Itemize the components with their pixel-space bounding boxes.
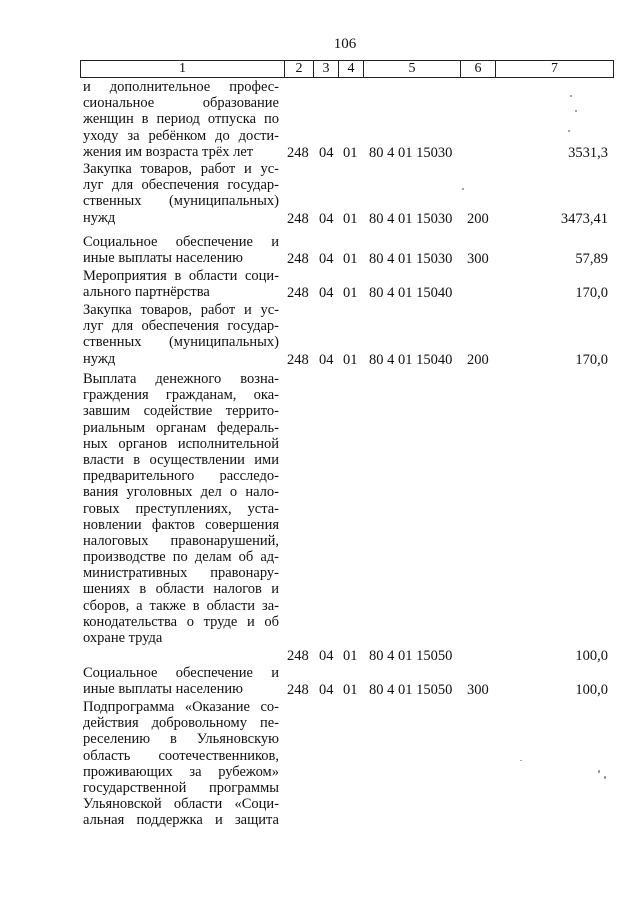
- description-line: иные выплаты населению: [83, 250, 243, 267]
- admin-code: 248: [287, 682, 309, 698]
- row-description: [83, 665, 279, 697]
- header-col-7: 7: [551, 61, 558, 76]
- subsection-code: 01: [343, 251, 358, 267]
- description-line: конодательства о труде и об: [83, 613, 279, 630]
- admin-code: 248: [287, 285, 309, 301]
- admin-code: 248: [287, 352, 309, 368]
- description-line: говых преступлениях, уста-: [83, 500, 279, 517]
- description-line: иные выплаты населению: [83, 681, 243, 698]
- admin-code: 248: [287, 211, 309, 227]
- target-article-code: 80 4 01 15030: [369, 211, 453, 227]
- row-description: [83, 371, 279, 646]
- row-description: [83, 79, 279, 160]
- amount: 3531,3: [568, 145, 608, 161]
- description-line: Закупка товаров, работ и ус-: [83, 161, 279, 177]
- description-line: предварительного расследо-: [83, 468, 279, 485]
- expense-type-code: 200: [467, 352, 489, 368]
- description-line: ственных (муниципальных): [83, 193, 279, 210]
- scan-speck: [598, 770, 600, 773]
- description-line: Социальное обеспечение и: [83, 665, 279, 681]
- amount: 170,0: [575, 352, 608, 368]
- amount: 57,89: [575, 251, 608, 267]
- description-line: область соотечественников,: [83, 747, 279, 764]
- description-line: луг для обеспечения государ-: [83, 318, 279, 335]
- description-line: жения им возраста трёх лет: [83, 143, 254, 160]
- expense-type-code: 300: [467, 251, 489, 267]
- expense-type-code: 200: [467, 211, 489, 227]
- row-description: [83, 302, 279, 367]
- target-article-code: 80 4 01 15040: [369, 285, 453, 301]
- description-line: Закупка товаров, работ и ус-: [83, 302, 279, 318]
- section-code: 04: [319, 145, 334, 161]
- header-col-3: 3: [322, 61, 330, 76]
- description-line: завшим содействие террито-: [83, 403, 279, 420]
- description-line: вания уголовных дел о нало-: [83, 484, 279, 501]
- scan-speck: [604, 776, 606, 779]
- description-line: луг для обеспечения государ-: [83, 177, 279, 194]
- header-col-1: 1: [179, 61, 186, 76]
- admin-code: 248: [287, 648, 309, 664]
- description-line: Социальное обеспечение и: [83, 234, 279, 250]
- scan-speck: [568, 130, 570, 132]
- row-description: [83, 268, 279, 300]
- section-code: 04: [319, 352, 334, 368]
- target-article-code: 80 4 01 15050: [369, 648, 453, 664]
- description-line: ального партнёрства: [83, 284, 210, 301]
- amount: 100,0: [575, 682, 608, 698]
- scan-speck: [575, 110, 577, 112]
- description-line: власти в осуществлении ими: [83, 451, 279, 468]
- description-line: нужд: [83, 350, 116, 367]
- subsection-code: 01: [343, 682, 358, 698]
- page-number: 106: [333, 36, 357, 52]
- description-line: проживающих за рубежом»: [83, 763, 279, 780]
- description-line: ственных (муниципальных): [83, 334, 279, 351]
- header-col-2: 2: [295, 61, 303, 76]
- header-col-5: 5: [408, 61, 416, 76]
- target-article-code: 80 4 01 15050: [369, 682, 453, 698]
- description-line: Ульяновской области «Соци-: [83, 796, 279, 813]
- description-line: сиональное образование: [83, 95, 279, 112]
- scan-speck: [520, 760, 522, 761]
- amount: 170,0: [575, 285, 608, 301]
- section-code: 04: [319, 682, 334, 698]
- header-col-6: 6: [474, 61, 482, 76]
- section-code: 04: [319, 251, 334, 267]
- header-col-4: 4: [347, 61, 355, 76]
- section-code: 04: [319, 648, 334, 664]
- target-article-code: 80 4 01 15040: [369, 352, 453, 368]
- subsection-code: 01: [343, 352, 358, 368]
- description-line: Выплата денежного возна-: [83, 371, 279, 387]
- description-line: производстве по делам об ад-: [83, 549, 279, 566]
- description-line: налоговых правонарушений,: [83, 532, 279, 549]
- description-line: риальным органам федераль-: [83, 419, 279, 436]
- description-line: уходу за ребёнком до дости-: [83, 127, 279, 144]
- section-code: 04: [319, 285, 334, 301]
- subsection-code: 01: [343, 145, 358, 161]
- target-article-code: 80 4 01 15030: [369, 145, 453, 161]
- scan-speck: [462, 188, 464, 190]
- amount: 3473,41: [560, 211, 608, 227]
- description-line: государственной программы: [83, 779, 279, 796]
- section-code: 04: [319, 211, 334, 227]
- description-line: Мероприятия в области соци-: [83, 268, 279, 284]
- description-line: реселению в Ульяновскую: [83, 731, 279, 748]
- description-line: Подпрограмма «Оказание со-: [83, 699, 279, 715]
- subsection-code: 01: [343, 648, 358, 664]
- subsection-code: 01: [343, 285, 358, 301]
- description-line: действия добровольному пе-: [83, 715, 279, 732]
- target-article-code: 80 4 01 15030: [369, 251, 453, 267]
- subsection-code: 01: [343, 211, 358, 227]
- row-description: [83, 161, 279, 226]
- admin-code: 248: [287, 251, 309, 267]
- description-line: альная поддержка и защита: [83, 812, 279, 829]
- description-line: ных органов исполнительной: [83, 435, 279, 452]
- description-line: сборов, а также в области за-: [83, 597, 279, 614]
- amount: 100,0: [575, 648, 608, 664]
- table-header: [80, 60, 614, 78]
- expense-type-code: 300: [467, 682, 489, 698]
- description-line: женщин в период отпуска по: [83, 111, 279, 128]
- row-description: [83, 699, 279, 829]
- description-line: нужд: [83, 209, 116, 226]
- description-line: граждения гражданам, ока-: [83, 387, 279, 404]
- description-line: министративных правонару-: [83, 565, 279, 582]
- description-line: и дополнительное профес-: [83, 79, 279, 95]
- description-line: новлении фактов совершения: [83, 516, 279, 533]
- scan-speck: [570, 95, 572, 97]
- description-line: шениях в области налогов и: [83, 581, 279, 598]
- row-description: [83, 234, 279, 266]
- description-line: охране труда: [83, 630, 163, 646]
- admin-code: 248: [287, 145, 309, 161]
